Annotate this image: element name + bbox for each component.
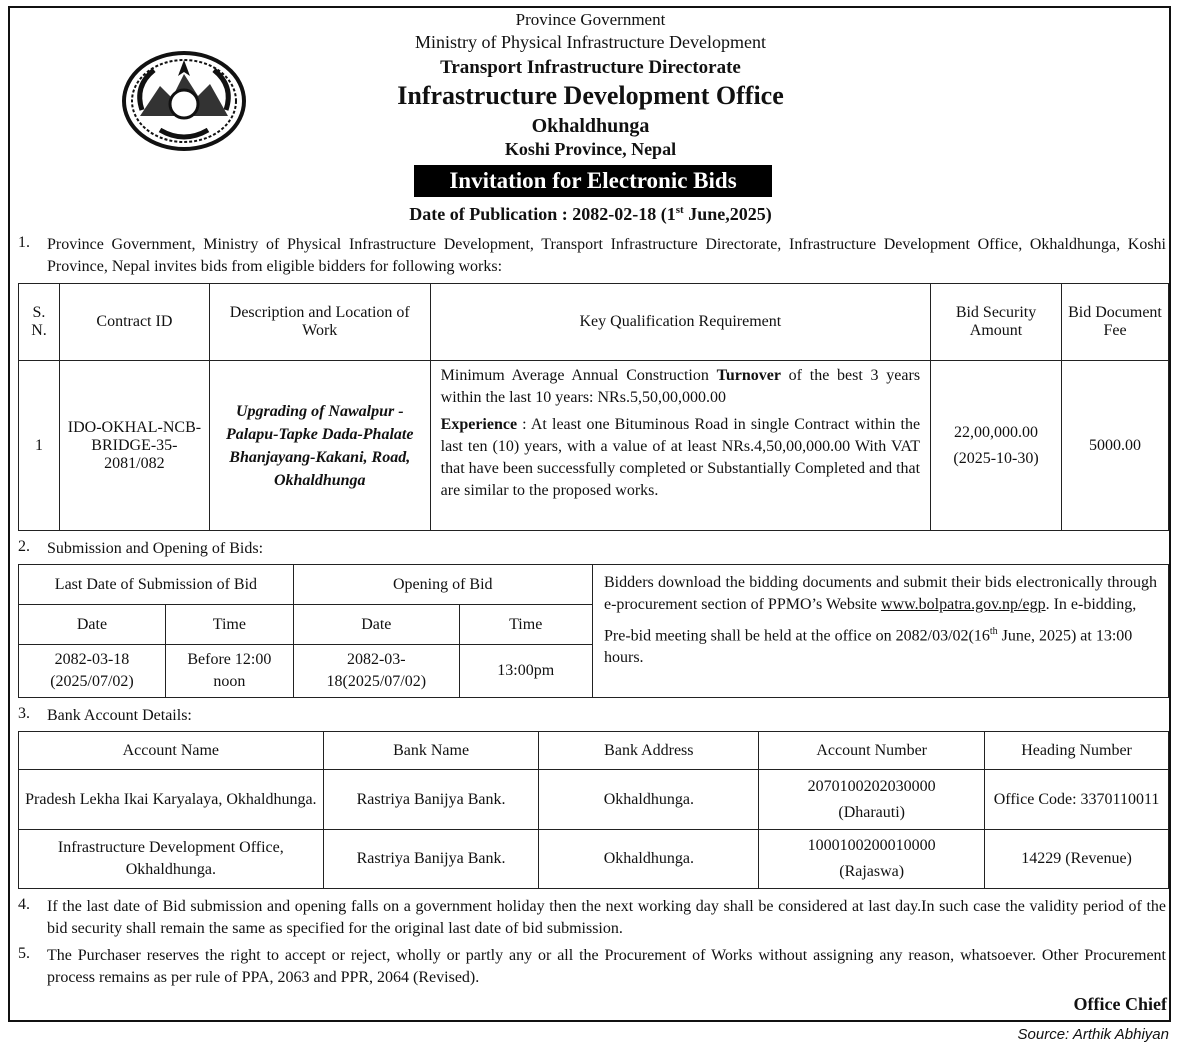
header-district: Okhaldhunga [531, 115, 650, 137]
item-number: 3. [18, 705, 30, 722]
header-qualification: Key Qualification Requirement [430, 284, 930, 361]
header-bid-security: Bid Security Amount [931, 284, 1062, 361]
header-date: Date [19, 605, 166, 645]
bolpatra-link[interactable]: www.bolpatra.gov.np/egp [881, 596, 1046, 613]
item-1-text: Province Government, Ministry of Physical Infrastructure Development, Transport Infrastructure Directorate, Infrastructure Development Office, Okhaldhunga, Koshi Province, Nepal invites bids from eligible bidders for following works: [47, 236, 1166, 275]
item-2-text: Submission and Opening of Bids: [47, 540, 264, 557]
account-number: 2070100202030000 (Dharauti) [759, 770, 985, 830]
header-heading-number: Heading Number [985, 732, 1169, 770]
works-table-header-row [19, 284, 1169, 361]
header-bank-name: Bank Name [323, 732, 539, 770]
bank-address: Okhaldhunga. [539, 770, 759, 830]
header-province-country: Koshi Province, Nepal [504, 139, 677, 159]
header-opening-of-bid: Opening of Bid [293, 565, 592, 605]
header-account-name: Account Name [19, 732, 324, 770]
header-bank-address: Bank Address [539, 732, 759, 770]
works-table [18, 283, 1169, 531]
table-row [19, 830, 1169, 889]
heading-number: Office Code: 3370110011 [985, 770, 1169, 830]
row-contract-id: IDO-OKHAL-NCB-BRIDGE-35-2081/082 [59, 361, 209, 531]
header-time: Time [459, 605, 592, 645]
item-number: 4. [18, 896, 30, 913]
item-number: 1. [18, 234, 30, 251]
bank-address: Okhaldhunga. [539, 830, 759, 889]
row-sn: 1 [19, 361, 60, 531]
bank-name: Rastriya Banijya Bank. [323, 770, 539, 830]
bank-table [18, 731, 1169, 889]
row-bid-security: 22,00,000.00 (2025-10-30) [931, 361, 1062, 531]
opening-time: 13:00pm [459, 645, 592, 698]
notice-banner: Invitation for Electronic Bids [414, 165, 772, 197]
table-row [19, 361, 1169, 531]
header-account-number: Account Number [759, 732, 985, 770]
heading-number: 14229 (Revenue) [985, 830, 1169, 889]
submission-time: Before 12:00 noon [165, 645, 293, 698]
header-time: Time [165, 605, 293, 645]
item-3-text: Bank Account Details: [47, 707, 192, 724]
row-qualification: Minimum Average Annual Construction Turnover of the best 3 years within the last 10 years: NRs.5,50,00,000.00 Experience : At least one Bituminous Road in single Contract within the last ten (10) years, with a value of at least NRs.4,50,00,000.00 With VAT that have been successfully completed or Substantially Completed and that are similar to the proposed works. [430, 361, 930, 531]
header-sn: S. N. [19, 284, 60, 361]
item-5-text: The Purchaser reserves the right to accept or reject, wholly or partly any or all the Procurement of Works without assigning any reason, whatsoever. Other Procurement process remains as per rule of PPA, 2063 and PPR, 2064 (Revised). [47, 947, 1166, 986]
header-office: Infrastructure Development Office [397, 81, 784, 110]
header-last-date-submission: Last Date of Submission of Bid [19, 565, 294, 605]
account-name: Pradesh Lekha Ikai Karyalaya, Okhaldhunga. [19, 770, 324, 830]
item-4-text: If the last date of Bid submission and opening falls on a government holiday then the next working day shall be considered at last day.In such case the validity period of the bid security shall remain the same as specified for the original last date of bid submission. [47, 898, 1166, 937]
header-directorate: Transport Infrastructure Directorate [440, 57, 741, 78]
submission-date: 2082-03-18 (2025/07/02) [19, 645, 166, 698]
header-date: Date [293, 605, 459, 645]
row-doc-fee: 5000.00 [1062, 361, 1169, 531]
account-name: Infrastructure Development Office, Okhaldhunga. [19, 830, 324, 889]
item-number: 2. [18, 538, 30, 555]
header-doc-fee: Bid Document Fee [1062, 284, 1169, 361]
office-chief-signature: Office Chief [1073, 994, 1167, 1014]
opening-date: 2082-03-18(2025/07/02) [293, 645, 459, 698]
table-row [19, 770, 1169, 830]
source-credit: Source: Arthik Abhiyan [1017, 1026, 1169, 1043]
header-contract-id: Contract ID [59, 284, 209, 361]
bank-name: Rastriya Banijya Bank. [323, 830, 539, 889]
header-ministry: Ministry of Physical Infrastructure Development [415, 32, 766, 52]
row-description: Upgrading of Nawalpur -Palapu-Tapke Dada-Phalate Bhanjayang-Kakani, Road, Okhaldhunga [209, 361, 430, 531]
header-description: Description and Location of Work [209, 284, 430, 361]
publication-date: Date of Publication : 2082-02-18 (1st June,2025) [409, 204, 772, 224]
header-province: Province Government [515, 10, 666, 29]
bank-table-header-row [19, 732, 1169, 770]
account-number: 1000100200010000 (Rajaswa) [759, 830, 985, 889]
item-number: 5. [18, 945, 30, 962]
bid-info-text: Bidders download the bidding documents and submit their bids electronically through e-procurement section of PPMO’s Website www.bolpatra.gov.np/egp. In e-bidding, Pre-bid meeting shall be held at the office on 2082/03/02(16th June, 2025) at 13:00 hours. [604, 574, 1157, 667]
